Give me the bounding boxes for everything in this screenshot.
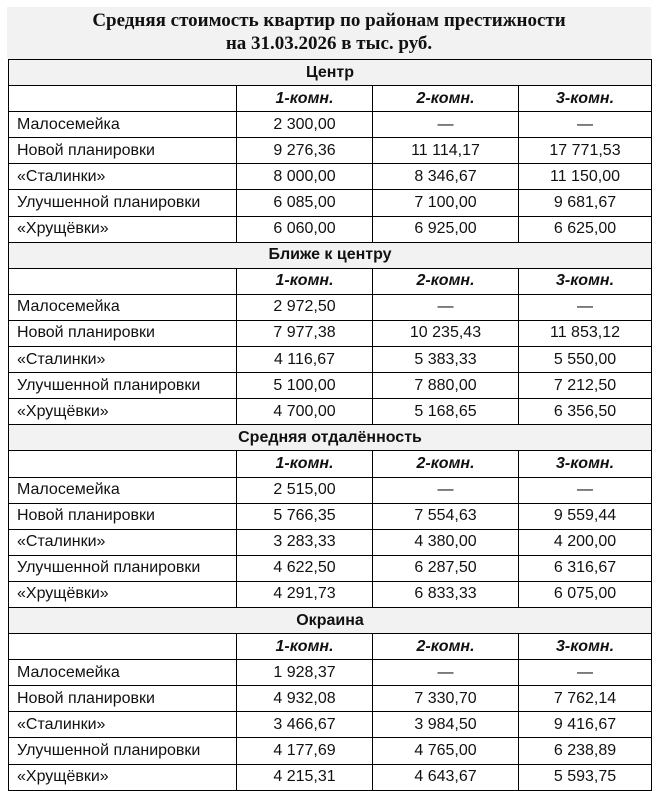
section-title: Средняя отдалённость — [9, 425, 652, 451]
price-cell: 2 972,50 — [237, 294, 373, 320]
price-cell: 11 853,12 — [519, 320, 652, 346]
price-cell: 3 984,50 — [373, 712, 519, 738]
price-cell: 8 000,00 — [237, 164, 373, 190]
column-header-empty — [9, 268, 237, 294]
price-cell: 6 238,89 — [519, 738, 652, 764]
price-cell: 6 060,00 — [237, 216, 373, 242]
price-cell: 4 177,69 — [237, 738, 373, 764]
apartment-type-cell: «Хрущёвки» — [9, 399, 237, 425]
apartment-type-cell: Малосемейка — [9, 294, 237, 320]
price-cell: 4 215,31 — [237, 764, 373, 790]
price-cell: 7 100,00 — [373, 190, 519, 216]
price-cell: 5 593,75 — [519, 764, 652, 790]
table-row — [9, 164, 652, 190]
table-row — [9, 347, 652, 373]
table-row — [9, 660, 652, 686]
price-cell: — — [519, 477, 652, 503]
price-table-body — [9, 60, 652, 791]
table-row — [9, 712, 652, 738]
price-cell: 7 554,63 — [373, 503, 519, 529]
table-row — [9, 529, 652, 555]
price-cell: 9 416,67 — [519, 712, 652, 738]
price-cell: 17 771,53 — [519, 138, 652, 164]
price-cell: 6 356,50 — [519, 399, 652, 425]
title-line-1: Средняя стоимость квартир по районам престижности — [92, 10, 566, 31]
price-cell: — — [373, 477, 519, 503]
section-row — [9, 425, 652, 451]
price-cell: 5 550,00 — [519, 347, 652, 373]
apartment-type-cell: Новой планировки — [9, 503, 237, 529]
price-cell: — — [519, 294, 652, 320]
section-title: Ближе к центру — [9, 242, 652, 268]
price-cell: 7 762,14 — [519, 686, 652, 712]
column-header-empty — [9, 634, 237, 660]
apartment-type-cell: «Хрущёвки» — [9, 764, 237, 790]
price-cell: 4 643,67 — [373, 764, 519, 790]
column-header: 3-комн. — [519, 634, 652, 660]
table-title — [7, 7, 651, 59]
section-row — [9, 242, 652, 268]
price-cell: 7 977,38 — [237, 320, 373, 346]
price-cell: 6 925,00 — [373, 216, 519, 242]
price-table — [8, 59, 652, 791]
price-cell: 7 330,70 — [373, 686, 519, 712]
price-cell: 6 085,00 — [237, 190, 373, 216]
apartment-type-cell: «Сталинки» — [9, 164, 237, 190]
table-row — [9, 764, 652, 790]
table-row — [9, 686, 652, 712]
price-cell: 4 291,73 — [237, 581, 373, 607]
apartment-type-cell: Улучшенной планировки — [9, 738, 237, 764]
apartment-type-cell: Малосемейка — [9, 112, 237, 138]
column-header: 2-комн. — [373, 451, 519, 477]
price-cell: 8 346,67 — [373, 164, 519, 190]
table-row — [9, 294, 652, 320]
apartment-type-cell: Улучшенной планировки — [9, 190, 237, 216]
price-cell: 6 316,67 — [519, 555, 652, 581]
price-cell: 4 200,00 — [519, 529, 652, 555]
table-row — [9, 190, 652, 216]
apartment-type-cell: Малосемейка — [9, 660, 237, 686]
apartment-type-cell: «Сталинки» — [9, 712, 237, 738]
table-row — [9, 138, 652, 164]
section-row — [9, 60, 652, 86]
table-row — [9, 738, 652, 764]
price-cell: 4 380,00 — [373, 529, 519, 555]
table-row — [9, 581, 652, 607]
price-cell: 9 559,44 — [519, 503, 652, 529]
price-cell: 4 765,00 — [373, 738, 519, 764]
column-header: 3-комн. — [519, 86, 652, 112]
table-row — [9, 112, 652, 138]
price-cell: 7 880,00 — [373, 373, 519, 399]
apartment-type-cell: «Хрущёвки» — [9, 581, 237, 607]
column-header: 3-комн. — [519, 451, 652, 477]
price-cell: 6 625,00 — [519, 216, 652, 242]
section-row — [9, 607, 652, 633]
price-cell: 5 100,00 — [237, 373, 373, 399]
price-cell: 5 766,35 — [237, 503, 373, 529]
table-row — [9, 555, 652, 581]
apartment-type-cell: Новой планировки — [9, 138, 237, 164]
price-cell: 9 276,36 — [237, 138, 373, 164]
column-header: 2-комн. — [373, 86, 519, 112]
apartment-type-cell: «Сталинки» — [9, 529, 237, 555]
price-cell: — — [373, 294, 519, 320]
column-header-row — [9, 268, 652, 294]
table-row — [9, 503, 652, 529]
column-header: 1-комн. — [237, 268, 373, 294]
price-cell: 3 466,67 — [237, 712, 373, 738]
price-cell: 6 833,33 — [373, 581, 519, 607]
apartment-type-cell: Новой планировки — [9, 686, 237, 712]
section-title: Центр — [9, 60, 652, 86]
price-cell: 5 168,65 — [373, 399, 519, 425]
column-header-row — [9, 634, 652, 660]
price-cell: 2 515,00 — [237, 477, 373, 503]
price-cell: 3 283,33 — [237, 529, 373, 555]
price-cell: 9 681,67 — [519, 190, 652, 216]
table-row — [9, 477, 652, 503]
apartment-type-cell: Новой планировки — [9, 320, 237, 346]
price-cell: — — [373, 112, 519, 138]
column-header: 3-комн. — [519, 268, 652, 294]
apartment-type-cell: Улучшенной планировки — [9, 373, 237, 399]
price-cell: 11 114,17 — [373, 138, 519, 164]
price-cell: 6 075,00 — [519, 581, 652, 607]
price-cell: 10 235,43 — [373, 320, 519, 346]
apartment-type-cell: Улучшенной планировки — [9, 555, 237, 581]
apartment-type-cell: «Сталинки» — [9, 347, 237, 373]
column-header-empty — [9, 86, 237, 112]
price-cell: 6 287,50 — [373, 555, 519, 581]
price-cell: 4 700,00 — [237, 399, 373, 425]
column-header: 2-комн. — [373, 634, 519, 660]
table-row — [9, 373, 652, 399]
price-cell: — — [519, 112, 652, 138]
price-cell: 5 383,33 — [373, 347, 519, 373]
price-cell: 11 150,00 — [519, 164, 652, 190]
table-row — [9, 399, 652, 425]
column-header: 1-комн. — [237, 634, 373, 660]
price-cell: — — [373, 660, 519, 686]
price-cell: 7 212,50 — [519, 373, 652, 399]
column-header: 2-комн. — [373, 268, 519, 294]
section-title: Окраина — [9, 607, 652, 633]
column-header: 1-комн. — [237, 451, 373, 477]
table-row — [9, 320, 652, 346]
price-cell: 4 116,67 — [237, 347, 373, 373]
column-header: 1-комн. — [237, 86, 373, 112]
price-cell: 2 300,00 — [237, 112, 373, 138]
title-line-2: на 31.03.2026 в тыс. руб. — [225, 33, 433, 54]
column-header-empty — [9, 451, 237, 477]
price-cell: 4 932,08 — [237, 686, 373, 712]
column-header-row — [9, 86, 652, 112]
apartment-type-cell: «Хрущёвки» — [9, 216, 237, 242]
price-cell: 1 928,37 — [237, 660, 373, 686]
price-cell: 4 622,50 — [237, 555, 373, 581]
table-row — [9, 216, 652, 242]
column-header-row — [9, 451, 652, 477]
apartment-type-cell: Малосемейка — [9, 477, 237, 503]
price-cell: — — [519, 660, 652, 686]
